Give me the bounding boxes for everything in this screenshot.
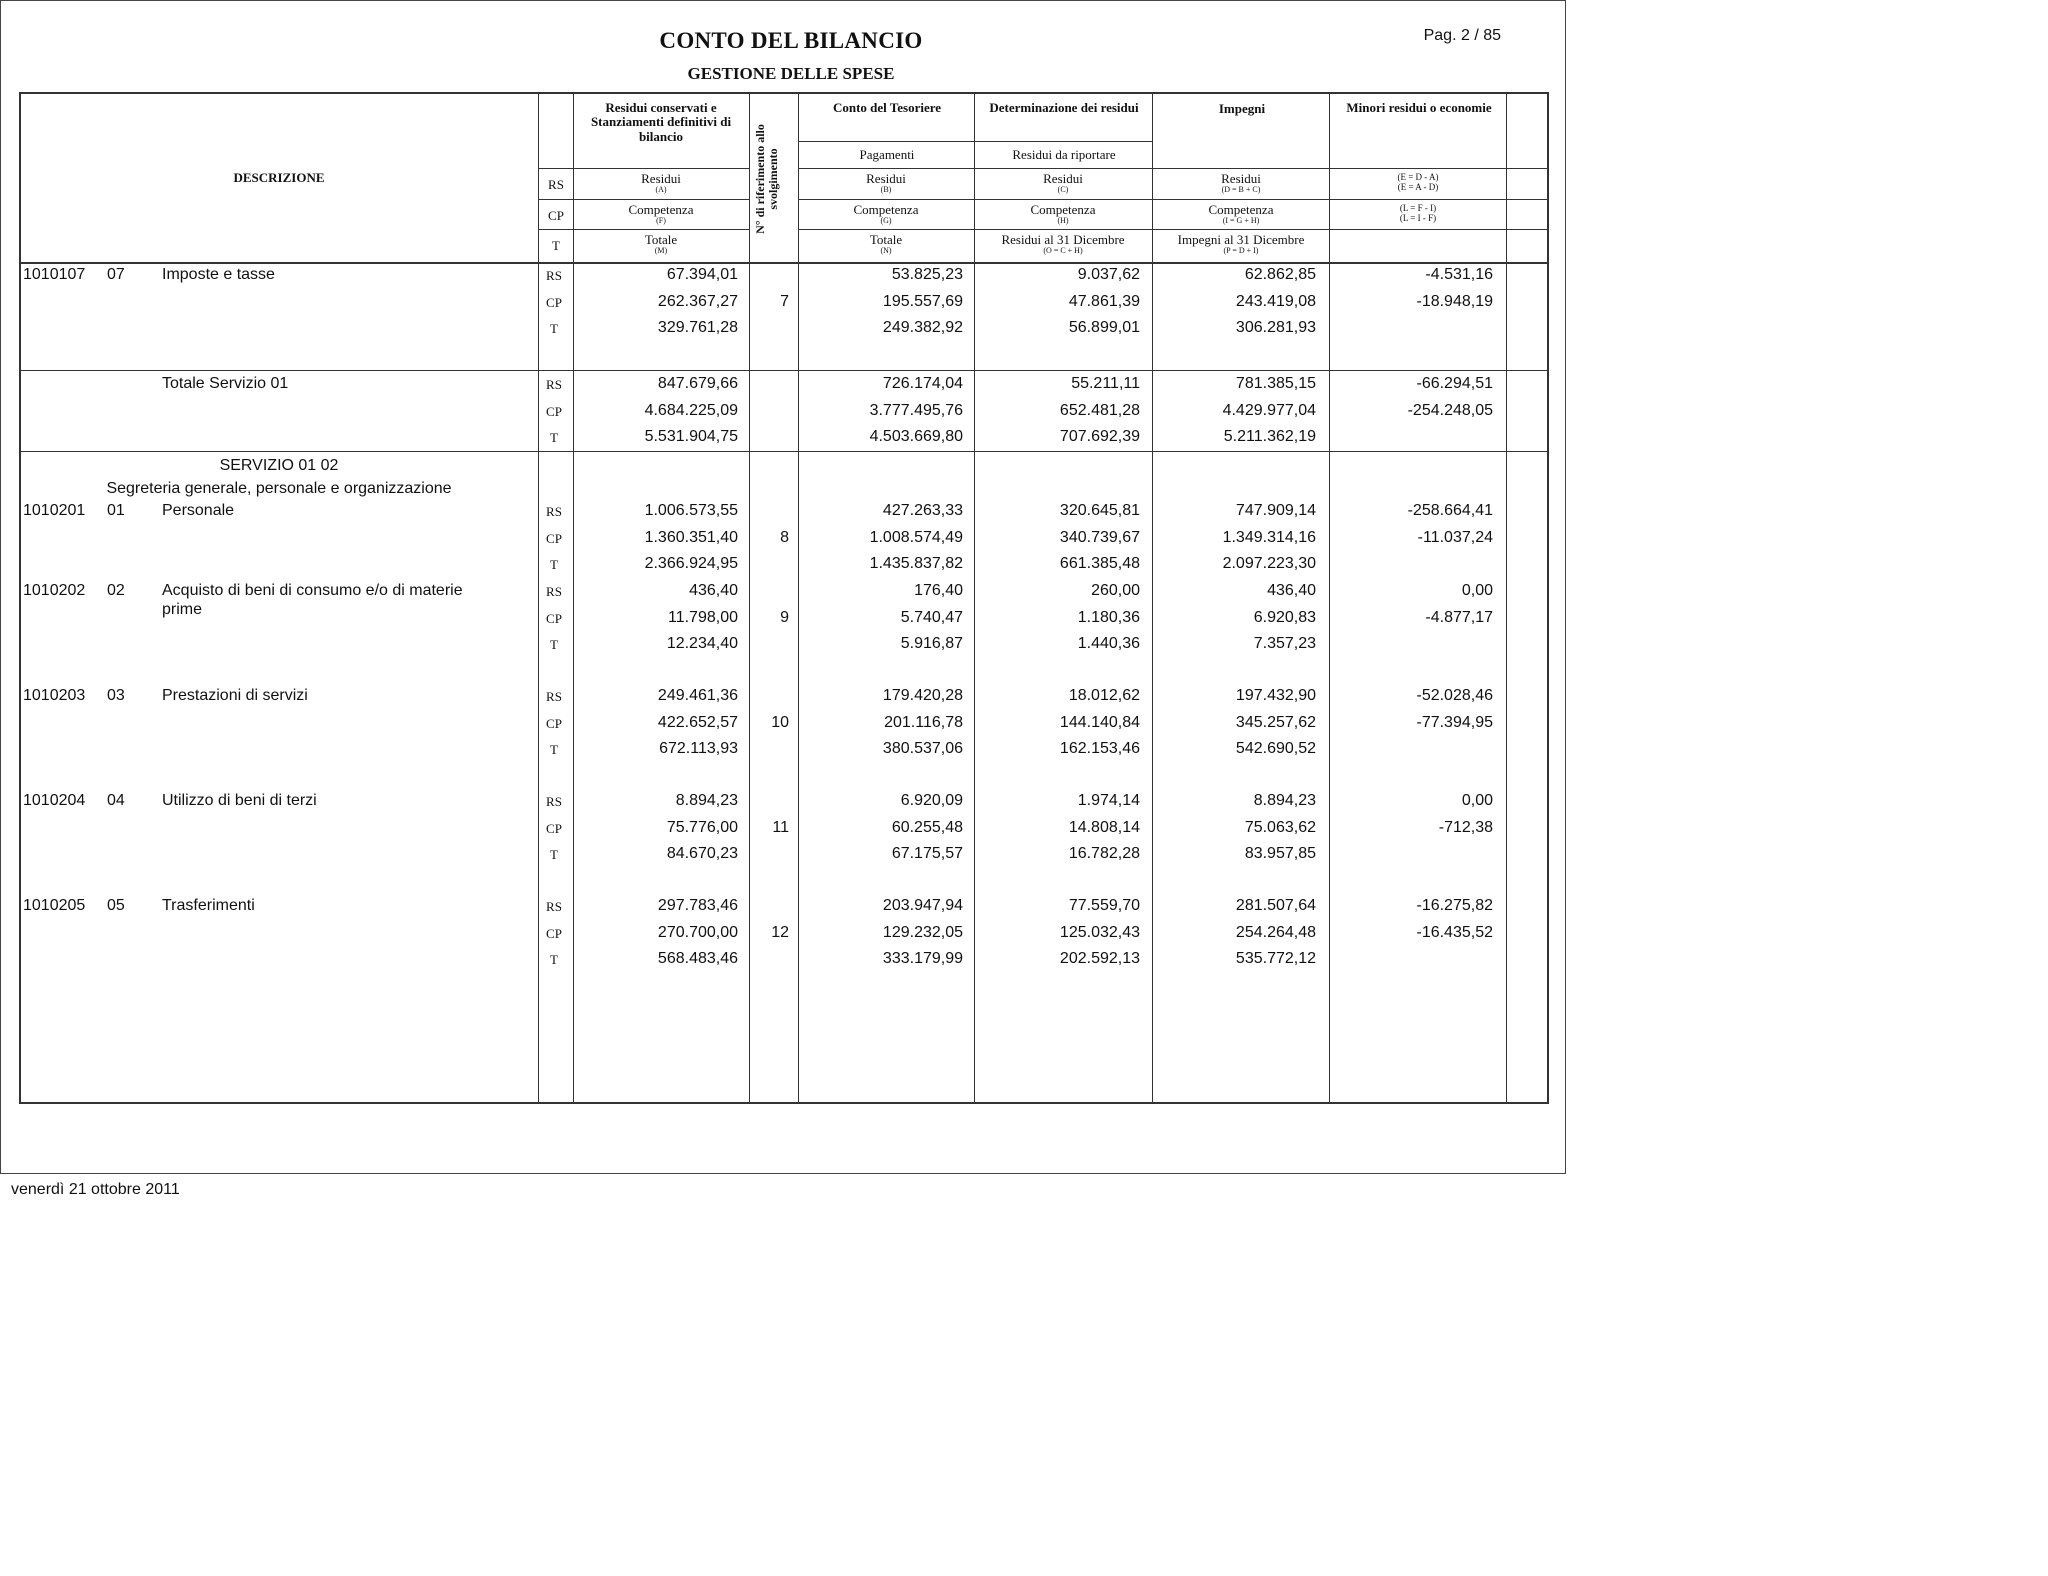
header-e-rs [1330,173,1506,193]
value-cell: -258.664,41 [1407,502,1493,519]
header-c-t-label: Residui al 31 Dicembre [1001,232,1125,247]
header-b-t-formula: (N) [880,246,892,256]
value-cell: 83.957,85 [1244,845,1316,862]
value-cell: 179.420,28 [882,687,963,704]
value-cell: 5.531.904,75 [644,428,738,445]
header-d-cp-formula: (I = G + H) [1222,216,1260,226]
row-tag: T [550,557,558,572]
row-number: 07 [107,266,125,283]
value-cell: 176,40 [914,582,963,599]
value-cell: 1.008.574,49 [869,528,963,546]
value-cell: 16.782,28 [1068,845,1140,862]
value-cell: 84.670,23 [666,845,738,862]
row-code: 1010205 [23,897,86,914]
value-cell: 14.808,14 [1068,818,1140,836]
header-d-cp-label: Competenza [1208,202,1274,217]
row-description: Prestazioni di servizi [162,687,308,704]
header-c-cp-formula: (H) [1057,216,1069,226]
header-e-cp [1330,204,1506,224]
value-cell: 53.825,23 [891,266,963,283]
value-cell: 260,00 [1091,582,1140,599]
header-d-t-formula: (P = D + I) [1223,246,1259,256]
header-col-b: Conto del Tesoriere [832,100,942,115]
value-cell: 1.435.837,82 [869,555,963,572]
header-c-t-formula: (O = C + H) [1043,246,1083,256]
value-cell: 12.234,40 [666,635,738,652]
header-b-rs [799,172,973,195]
value-cell: 4.684.225,09 [644,401,738,419]
row-tag: T [550,430,558,445]
value-cell: -18.948,19 [1416,292,1493,310]
value-cell: 56.899,01 [1068,319,1140,336]
value-cell: 77.559,70 [1068,897,1140,914]
header-e-cp-formula-1: (L = F - I) [1399,203,1437,213]
header-d-rs [1153,172,1329,195]
col-divider [749,93,750,1103]
value-cell: 4.429.977,04 [1222,401,1316,419]
value-cell: 67.175,57 [891,845,963,862]
header-b-rs-label: Residui [866,171,906,186]
document-subtitle: GESTIONE DELLE SPESE [687,64,895,83]
row-tag: CP [546,715,562,731]
header-d-rs-label: Residui [1221,171,1261,186]
header-a-t-formula: (M) [654,246,668,256]
row-code: 1010203 [23,687,86,704]
header-b-cp-label: Competenza [853,202,919,217]
row-code: 1010202 [23,582,86,599]
header-e-rs-formula-2: (E = A - D) [1397,181,1439,192]
value-cell: 726.174,04 [882,375,963,392]
section-divider [20,451,1548,452]
row-tag: T [550,952,558,967]
header-col-e: Minori residui o economie [1346,100,1492,115]
value-cell: 202.592,13 [1059,950,1140,967]
row-reference: 12 [771,923,789,941]
header-divider [538,229,749,230]
row-description: Totale Servizio 01 [162,375,289,392]
header-c-t [975,233,1151,256]
value-cell: 125.032,43 [1059,923,1140,941]
value-cell: 55.211,11 [1071,375,1140,392]
value-cell: -712,38 [1438,818,1493,836]
row-tag: T [550,637,558,652]
value-cell: 340.739,67 [1059,528,1140,546]
header-d-t [1153,233,1329,256]
header-divider [538,199,749,200]
header-col-b-sub: Pagamenti [859,147,915,162]
value-cell: 781.385,15 [1235,375,1316,392]
header-c-rs-formula: (C) [1057,185,1069,195]
value-cell: -254.248,05 [1407,401,1493,419]
row-number: 05 [107,897,125,914]
row-tag: CP [546,294,562,310]
value-cell: 380.537,06 [882,740,963,757]
value-cell: 5.211.362,19 [1223,428,1316,445]
header-a-rs [574,172,748,195]
value-cell: 281.507,64 [1235,897,1316,914]
value-cell: 747.909,14 [1235,502,1316,519]
value-cell: 333.179,99 [882,950,963,967]
value-cell: 568.483,46 [657,950,738,967]
value-cell: 1.349.314,16 [1222,528,1316,546]
value-cell: 7.357,23 [1253,635,1316,652]
header-col-d: Impegni [1218,101,1266,116]
header-b-t [799,233,973,256]
value-cell: 1.006.573,55 [644,502,738,519]
value-cell: 18.012,62 [1068,687,1140,704]
value-cell: 249.382,92 [882,319,963,336]
value-cell: 1.180,36 [1077,608,1140,626]
header-b-rs-formula: (B) [880,185,892,195]
row-tag: RS [546,584,562,599]
value-cell: 707.692,39 [1059,428,1140,445]
row-tag: RS [546,689,562,704]
row-description: Trasferimenti [162,897,255,914]
value-cell: 5.740,47 [900,608,963,626]
header-c-cp-label: Competenza [1030,202,1096,217]
row-tag: RS [546,504,562,519]
header-col-c-sub: Residui da riportare [1012,147,1116,162]
row-reference: 11 [772,818,789,836]
value-cell: 542.690,52 [1235,740,1316,757]
header-a-cp-label: Competenza [628,202,694,217]
row-tag: CP [546,820,562,836]
header-tag-cp: CP [548,208,564,223]
header-d-cp [1153,203,1329,226]
value-cell: 436,40 [1267,582,1316,599]
value-cell: 195.557,69 [882,292,963,310]
value-cell: 129.232,05 [882,923,963,941]
row-number: 02 [107,582,125,599]
header-tag-t: T [552,238,560,253]
header-divider [798,229,1548,230]
row-number: 04 [107,792,125,809]
value-cell: 249.461,36 [657,687,738,704]
header-a-rs-formula: (A) [655,185,667,195]
row-tag: CP [546,610,562,626]
header-a-t-label: Totale [644,232,678,247]
value-cell: 197.432,90 [1235,687,1316,704]
value-cell: 535.772,12 [1235,950,1316,967]
row-tag: RS [546,899,562,914]
header-col-ref: N° di riferimento allo svolgimento [753,124,781,234]
header-divider [798,168,1548,169]
value-cell: 320.645,81 [1059,502,1140,519]
value-cell: 8.894,23 [675,792,738,809]
value-cell: 4.503.669,80 [869,428,963,445]
header-b-cp [799,203,973,226]
header-tag-rs: RS [548,177,564,192]
footer-date: venerdì 21 ottobre 2011 [11,1181,180,1198]
row-description: Acquisto di beni di consumo e/o di materie [162,582,463,599]
row-tag: RS [546,268,562,283]
header-a-cp [574,203,748,226]
value-cell: 62.862,85 [1244,266,1316,283]
document-title: CONTO DEL BILANCIO [659,28,923,53]
value-cell: 2.366.924,95 [644,555,738,572]
servizio-name: Segreteria generale, personale e organizzazione [106,480,452,497]
value-cell: 75.776,00 [666,818,738,836]
value-cell: 75.063,62 [1244,818,1316,836]
value-cell: 144.140,84 [1059,713,1140,731]
row-description: Imposte e tasse [162,266,275,283]
row-tag: CP [546,403,562,419]
value-cell: 661.385,48 [1059,555,1140,572]
value-cell: -66.294,51 [1416,375,1493,392]
header-divider [798,141,1152,142]
row-description: Personale [162,502,235,519]
page-number: Pag. 2 / 85 [1423,27,1501,44]
row-reference: 9 [780,608,789,626]
value-cell: 422.652,57 [657,713,738,731]
value-cell: 1.360.351,40 [644,528,738,546]
header-e-cp-formula-2: (L = I - F) [1399,212,1437,223]
value-cell: 162.153,46 [1059,740,1140,757]
header-d-rs-formula: (D = B + C) [1221,185,1261,195]
header-c-rs-label: Residui [1043,171,1083,186]
section-divider [20,370,1548,371]
servizio-code: SERVIZIO 01 02 [219,457,339,474]
header-d-t-label: Impegni al 31 Dicembre [1177,232,1305,247]
value-cell: 201.116,78 [884,713,963,731]
header-a-t [574,233,748,256]
value-cell: 5.916,87 [900,635,963,652]
value-cell: 345.257,62 [1235,713,1316,731]
header-c-cp [975,203,1151,226]
value-cell: 203.947,94 [882,897,963,914]
value-cell: 8.894,23 [1253,792,1316,809]
row-tag: CP [546,925,562,941]
row-number: 01 [107,502,125,519]
row-tag: RS [546,794,562,809]
value-cell: -4.531,16 [1425,266,1493,283]
row-number: 03 [107,687,125,704]
value-cell: -16.435,52 [1416,923,1493,941]
value-cell: 306.281,93 [1235,319,1316,336]
header-b-t-label: Totale [869,232,903,247]
row-tag: RS [546,377,562,392]
value-cell: -16.275,82 [1416,897,1493,914]
value-cell: 270.700,00 [657,923,738,941]
value-cell: 243.419,08 [1235,292,1316,310]
row-tag: T [550,847,558,862]
value-cell: 427.263,33 [882,502,963,519]
header-bottom [20,262,1548,264]
row-description-cont: prime [162,601,203,618]
col-divider [1329,93,1330,1103]
row-code: 1010204 [23,792,86,809]
row-reference: 7 [780,292,789,310]
value-cell: 6.920,09 [900,792,963,809]
header-b-cp-formula: (G) [880,216,892,226]
col-divider [1506,93,1507,1103]
value-cell: 847.679,66 [657,375,738,392]
value-cell: -52.028,46 [1416,687,1493,704]
value-cell: 262.367,27 [657,292,738,310]
row-tag: CP [546,530,562,546]
value-cell: 1.974,14 [1077,792,1140,809]
header-divider [538,168,749,169]
header-a-rs-label: Residui [641,171,681,186]
header-col-a: Residui conservati e Stanziamenti definitivi di bilancio [590,100,732,144]
value-cell: 1.440,36 [1077,635,1140,652]
header-divider [798,199,1548,200]
value-cell: 9.037,62 [1077,266,1140,283]
row-reference: 8 [780,528,789,546]
value-cell: 0,00 [1461,792,1493,809]
header-c-rs [975,172,1151,195]
value-cell: 297.783,46 [657,897,738,914]
value-cell: 329.761,28 [657,319,738,336]
header-a-cp-formula: (F) [656,216,666,226]
value-cell: 254.264,48 [1235,923,1316,941]
row-description: Utilizzo di beni di terzi [162,792,317,809]
value-cell: 67.394,01 [666,266,738,283]
value-cell: 0,00 [1461,582,1493,599]
value-cell: 672.113,93 [659,740,738,757]
row-tag: T [550,321,558,336]
header-descrizione: DESCRIZIONE [233,170,325,185]
value-cell: -77.394,95 [1416,713,1493,731]
value-cell: 2.097.223,30 [1222,555,1316,572]
value-cell: -11.037,24 [1417,528,1493,546]
header-col-c: Determinazione dei residui [989,100,1139,115]
row-code: 1010201 [23,502,86,519]
value-cell: -4.877,17 [1425,608,1493,626]
value-cell: 652.481,28 [1059,401,1140,419]
row-code: 1010107 [23,266,86,283]
value-cell: 3.777.495,76 [869,401,963,419]
value-cell: 60.255,48 [891,818,963,836]
value-cell: 436,40 [689,582,738,599]
row-reference: 10 [771,713,789,731]
header-e-rs-formula-1: (E = D - A) [1397,172,1439,182]
value-cell: 6.920,83 [1253,608,1316,626]
value-cell: 11.798,00 [668,608,738,626]
row-tag: T [550,742,558,757]
value-cell: 47.861,39 [1068,292,1140,310]
